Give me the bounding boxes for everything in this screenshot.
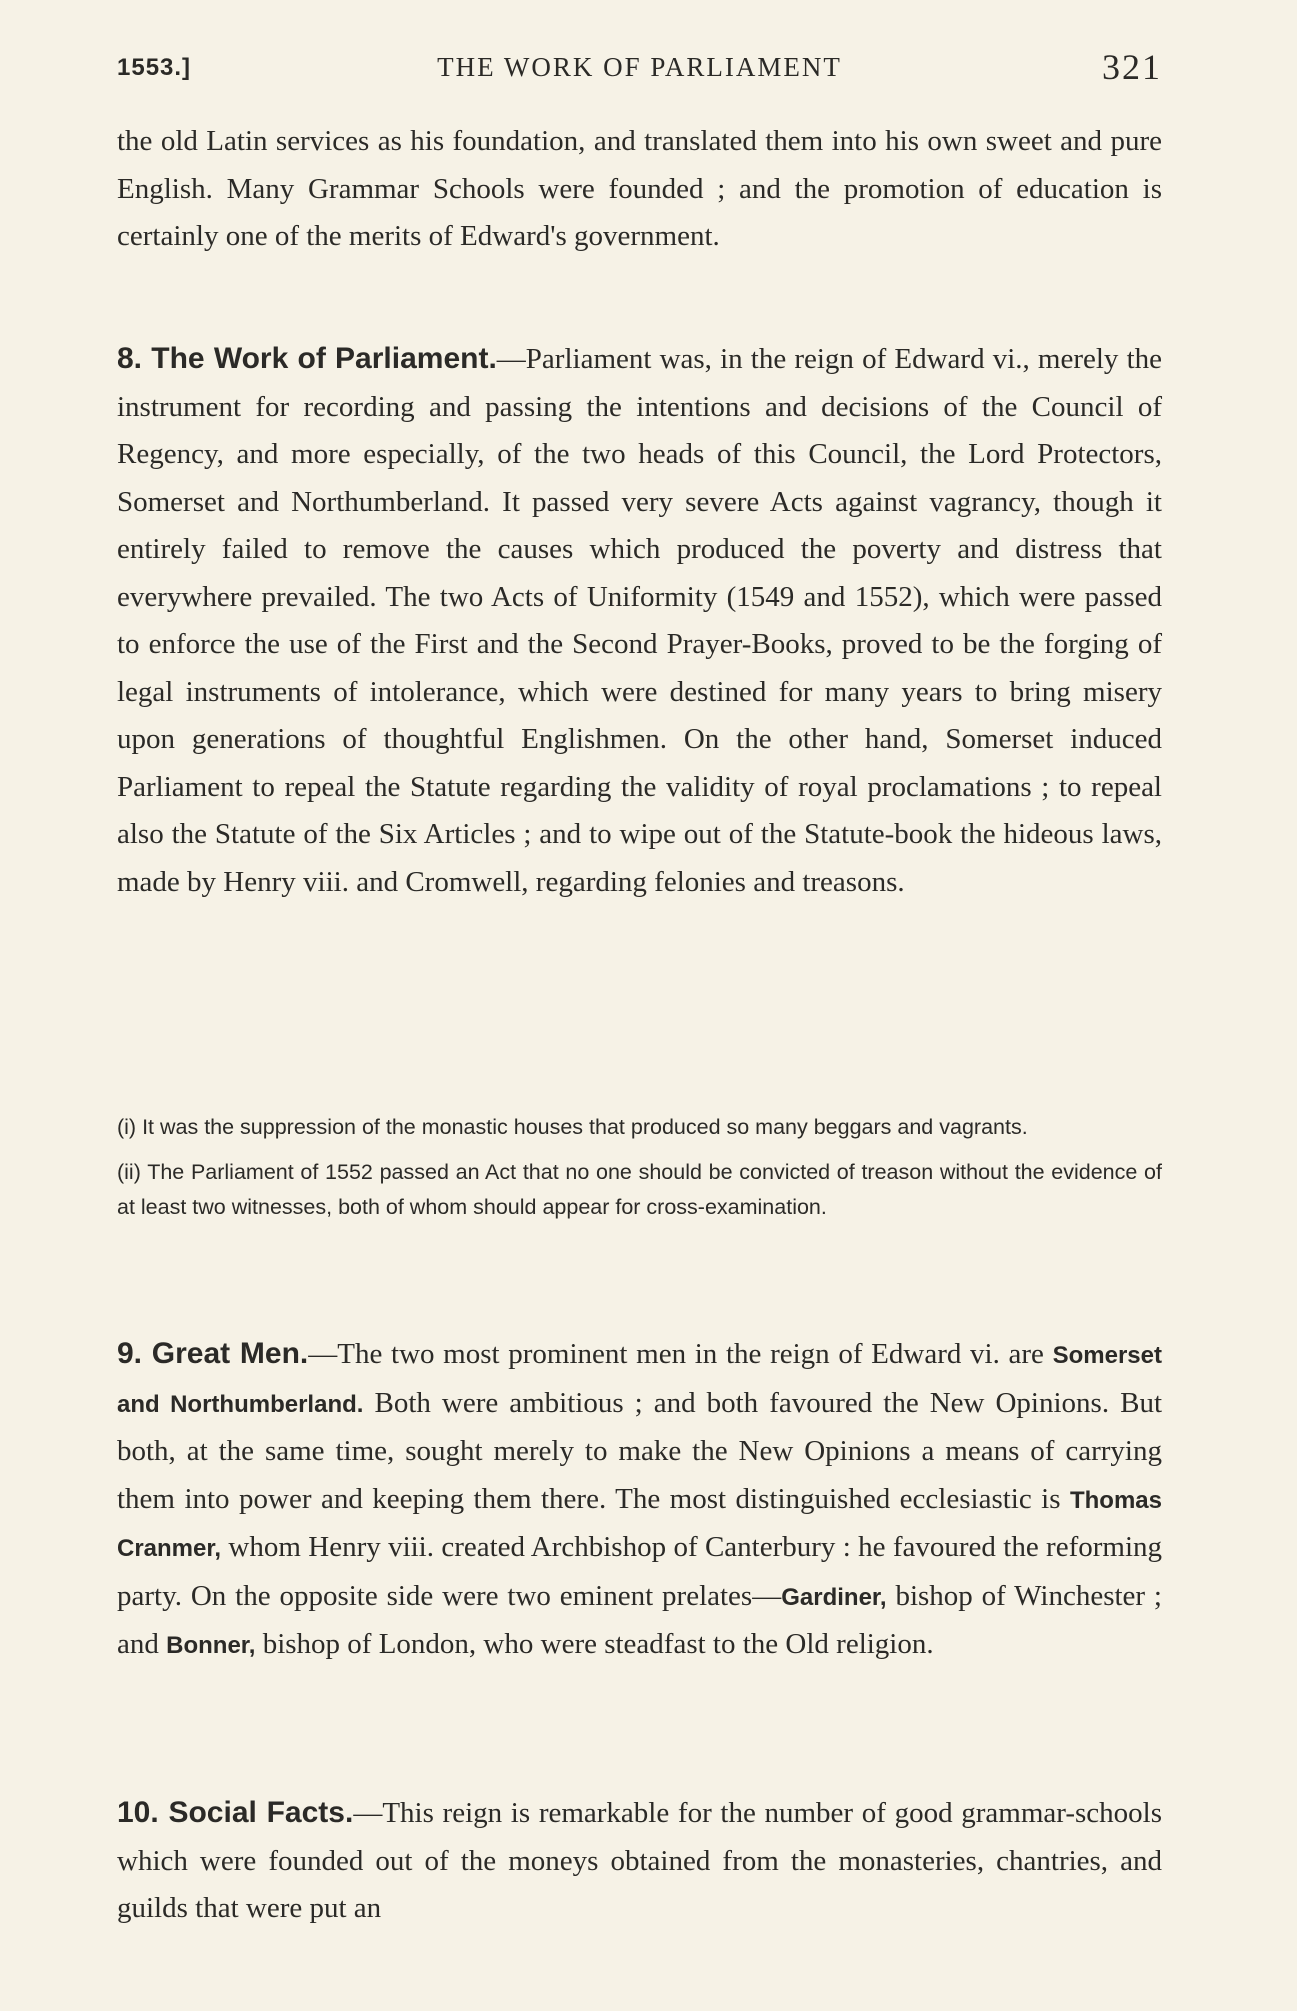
section-9-text-3: whom Henry viii. created Archbishop of Canterbury : he favoured the reforming party. On the opposite side were two eminent prelates— [117,1531,1162,1612]
section-8 [117,335,1162,906]
section-8-text: —Parliament was, in the reign of Edward vi., merely the instrument for recording and passing the intentions and decisions of the Council of Regency, and more especially, of the two heads of this Council, the Lord Protectors, Somerset and Northumberland. It passed very severe Acts against vagrancy, though it entirely failed to remove the causes which produced the poverty and distress that everywhere prevailed. The two Acts of Uniformity (1549 and 1552), which were passed to enforce the use of the First and the Second Prayer-Books, proved to be the forging of legal instruments of intolerance, which were destined for many years to bring misery upon generations of thoughtful Englishmen. On the other hand, Somerset induced Parliament to repeal the Statute regarding the validity of royal proclamations ; to repeal also the Statute of the Six Articles ; and to wipe out of the Statute-book the hideous laws, made by Henry viii. and Cromwell, regarding felonies and treasons. [117,343,1163,898]
note-1: (i) It was the suppression of the monastic houses that produced so many beggars and vagrants. [117,1115,1028,1139]
intro-paragraph: the old Latin services as his foundation, and translated them into his own sweet and pure English. Many Grammar Schools were founded ; and the promotion of education is certainly one of the merits of Edward's government. [117,125,1162,252]
name-thomas-cranmer: Thomas Cranmer, [117,1486,1162,1562]
intro-block [117,118,1162,261]
section-8-heading: 8. The Work of Parliament. [117,342,497,375]
section-10 [117,1789,1162,1933]
page-number: 321 [1102,47,1162,87]
section-9-text-2: Both were ambitious ; and both favoured the New Opinions. But both, at the same time, sought merely to make the New Opinions a means of carrying them into power and keeping them there. The most distinguished ecclesiastic is [117,1386,1163,1515]
running-header [117,44,1162,90]
section-8-notes [117,1110,1162,1225]
section-10-heading: 10. Social Facts. [117,1796,354,1829]
section-10-text: —This reign is remarkable for the number of good grammar-schools which were founded out of the moneys obtained from the monasteries, chantries, and guilds that were put an [117,1797,1163,1924]
name-somerset-northumberland: Somerset and Northumberland. [117,1342,1162,1418]
section-9 [117,1330,1162,1670]
note-2: (ii) The Parliament of 1552 passed an Act that no one should be convicted of treason without the evidence of at least two witnesses, both of whom should appear for cross-examination. [117,1160,1162,1219]
section-10-paragraph [117,1789,1162,1933]
section-8-paragraph [117,335,1162,906]
header-year: 1553.] [117,54,192,81]
section-9-text-5: bishop of London, who were steadfast to the Old religion. [255,1628,934,1660]
header-title: THE WORK OF PARLIAMENT [437,52,842,82]
name-gardiner: Gardiner, [781,1583,887,1611]
name-bonner: Bonner, [166,1632,256,1659]
section-9-paragraph [117,1330,1162,1670]
section-9-heading: 9. Great Men. [117,1337,309,1370]
section-9-text-4: bishop of Winchester ; and [117,1579,1162,1660]
section-9-text-1: —The two most prominent men in the reign of Edward vi. are [308,1338,1053,1370]
